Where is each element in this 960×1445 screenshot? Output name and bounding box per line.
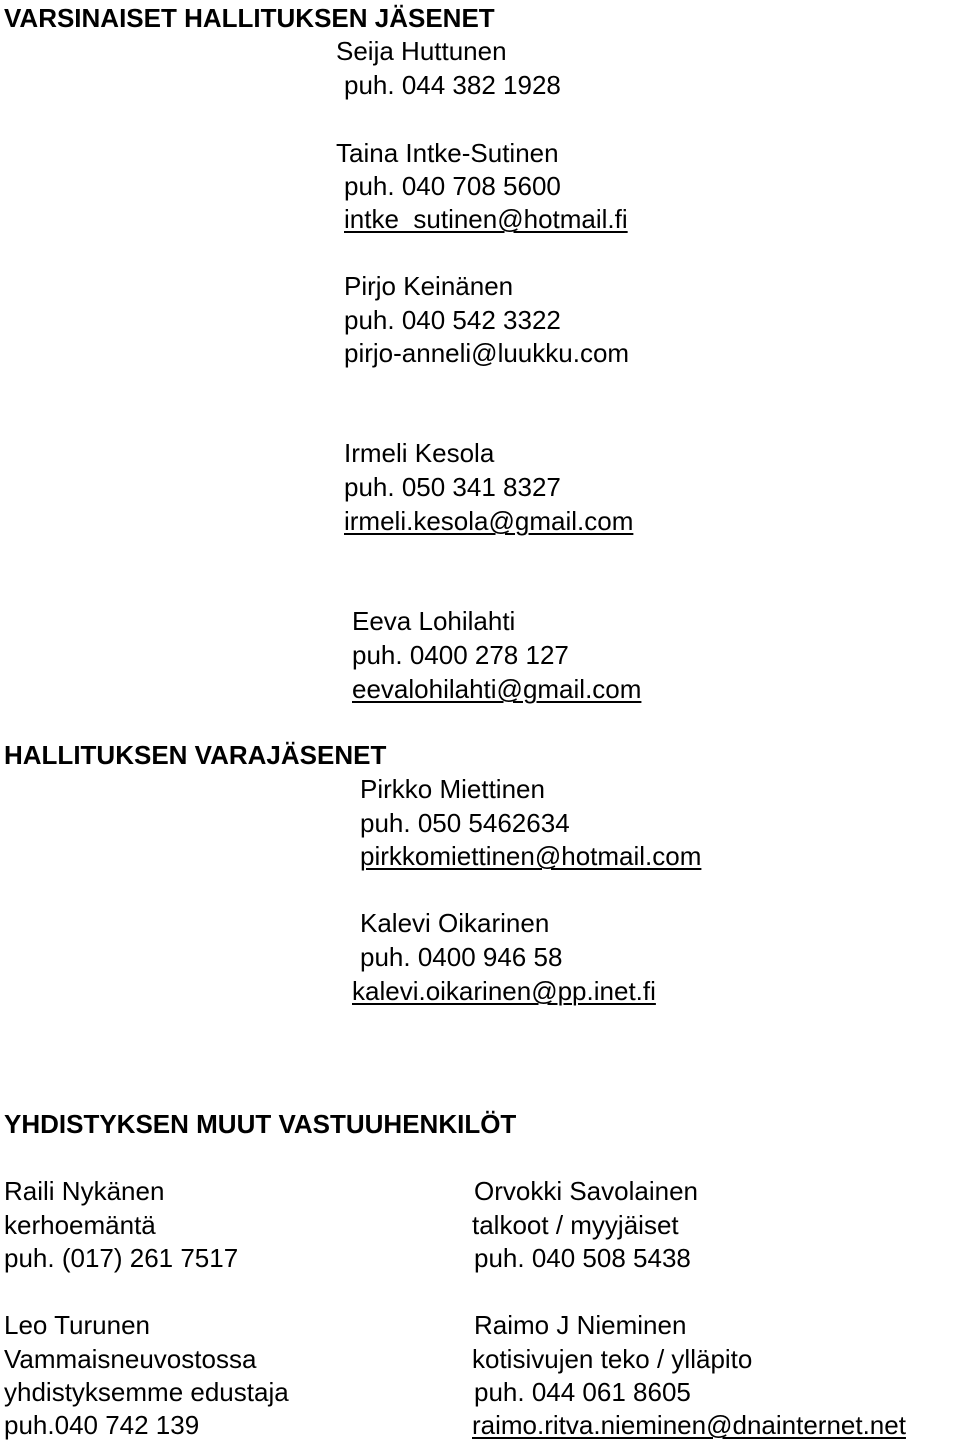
- member-phone: puh. 040 542 3322: [344, 305, 561, 335]
- deputy-phone: puh. 050 5462634: [360, 808, 570, 838]
- official-role: kotisivujen teko / ylläpito: [472, 1344, 753, 1374]
- member-email-link[interactable]: irmeli.kesola@gmail.com: [344, 506, 634, 536]
- official-role: yhdistyksemme edustaja: [4, 1377, 289, 1407]
- deputy-name: Kalevi Oikarinen: [360, 908, 550, 938]
- member-email-link[interactable]: eevalohilahti@gmail.com: [352, 674, 642, 704]
- member-phone: puh. 040 708 5600: [344, 171, 561, 201]
- member-phone: puh. 044 382 1928: [344, 70, 561, 100]
- deputy-name: Pirkko Miettinen: [360, 774, 545, 804]
- official-phone: puh. 040 508 5438: [474, 1243, 691, 1273]
- official-name: Raimo J Nieminen: [474, 1310, 687, 1340]
- member-name: Seija Huttunen: [336, 36, 507, 66]
- deputy-members-heading: HALLITUKSEN VARAJÄSENET: [4, 740, 387, 770]
- member-email-link[interactable]: intke_sutinen@hotmail.fi: [344, 204, 628, 234]
- member-name: Eeva Lohilahti: [352, 606, 516, 636]
- official-name: Raili Nykänen: [4, 1176, 165, 1206]
- member-name: Irmeli Kesola: [344, 438, 495, 468]
- deputy-phone: puh. 0400 946 58: [360, 942, 563, 972]
- official-email-link[interactable]: raimo.ritva.nieminen@dnainternet.net: [472, 1410, 906, 1440]
- member-phone: puh. 050 341 8327: [344, 472, 561, 502]
- other-officials-heading: YHDISTYKSEN MUUT VASTUUHENKILÖT: [4, 1109, 517, 1139]
- official-name: Leo Turunen: [4, 1310, 151, 1340]
- deputy-email-link[interactable]: pirkkomiettinen@hotmail.com: [360, 841, 702, 871]
- official-role: Vammaisneuvostossa: [4, 1344, 257, 1374]
- deputy-email-link[interactable]: kalevi.oikarinen@pp.inet.fi: [352, 976, 656, 1006]
- official-role: kerhoemäntä: [4, 1210, 156, 1240]
- member-name: Pirjo Keinänen: [344, 271, 514, 301]
- member-phone: puh. 0400 278 127: [352, 640, 569, 670]
- official-phone: puh.040 742 139: [4, 1410, 200, 1440]
- member-email: pirjo-anneli@luukku.com: [344, 338, 630, 368]
- member-name: Taina Intke-Sutinen: [336, 138, 559, 168]
- official-phone: puh. 044 061 8605: [474, 1377, 691, 1407]
- official-role: talkoot / myyjäiset: [472, 1210, 679, 1240]
- official-phone: puh. (017) 261 7517: [4, 1243, 239, 1273]
- board-members-heading: VARSINAISET HALLITUKSEN JÄSENET: [4, 3, 495, 33]
- official-name: Orvokki Savolainen: [474, 1176, 698, 1206]
